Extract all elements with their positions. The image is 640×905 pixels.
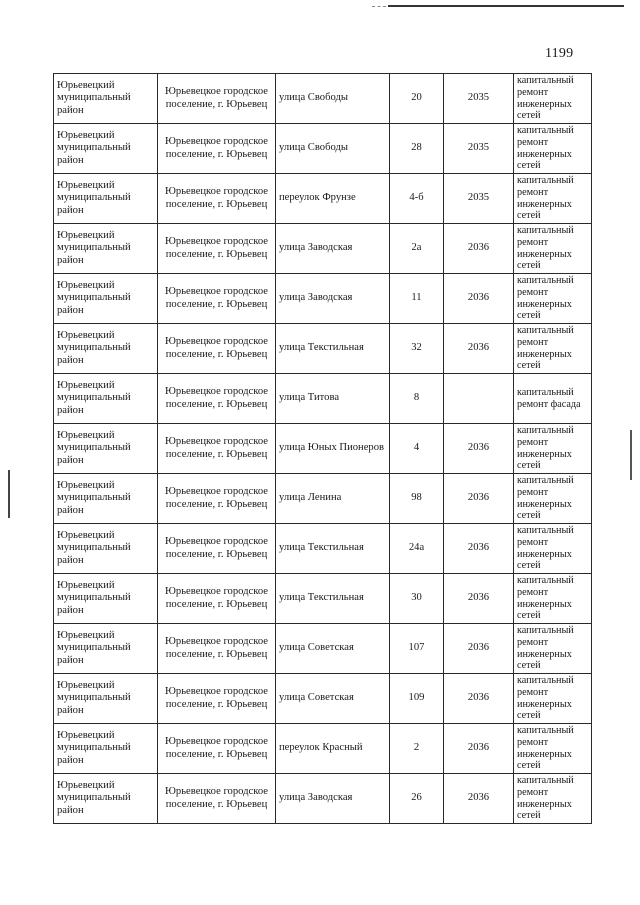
house-number-cell: 11: [390, 274, 444, 324]
settlement-cell: Юрьевецкое городское поселение, г. Юрьевец: [158, 674, 276, 724]
settlement-cell: Юрьевецкое городское поселение, г. Юрьевец: [158, 424, 276, 474]
table-row: [54, 124, 592, 174]
year-cell: 2036: [444, 624, 514, 674]
year-cell: 2036: [444, 274, 514, 324]
settlement-cell: Юрьевецкое городское поселение, г. Юрьевец: [158, 124, 276, 174]
street-cell: улица Свободы: [276, 74, 390, 124]
house-number-cell: 2а: [390, 224, 444, 274]
year-cell: 2036: [444, 324, 514, 374]
street-cell: улица Текстильная: [276, 524, 390, 574]
table-row: [54, 274, 592, 324]
settlement-cell: Юрьевецкое городское поселение, г. Юрьевец: [158, 324, 276, 374]
house-number-cell: 98: [390, 474, 444, 524]
house-number-cell: 28: [390, 124, 444, 174]
year-cell: 2036: [444, 674, 514, 724]
year-cell: 2035: [444, 174, 514, 224]
work-type-cell: капитальный ремонт инженерных сетей: [514, 124, 592, 174]
district-cell: Юрьевецкий муниципальный район: [54, 674, 158, 724]
year-cell: 2036: [444, 774, 514, 824]
street-cell: улица Заводская: [276, 274, 390, 324]
table-row: [54, 724, 592, 774]
street-cell: переулок Фрунзе: [276, 174, 390, 224]
work-type-cell: капитальный ремонт инженерных сетей: [514, 274, 592, 324]
street-cell: улица Текстильная: [276, 324, 390, 374]
district-cell: Юрьевецкий муниципальный район: [54, 374, 158, 424]
table-row: [54, 74, 592, 124]
work-type-cell: капитальный ремонт инженерных сетей: [514, 224, 592, 274]
district-cell: Юрьевецкий муниципальный район: [54, 724, 158, 774]
repair-schedule-table: [53, 73, 592, 824]
settlement-cell: Юрьевецкое городское поселение, г. Юрьевец: [158, 174, 276, 224]
table-row: [54, 674, 592, 724]
header-rule: [388, 5, 624, 7]
settlement-cell: Юрьевецкое городское поселение, г. Юрьевец: [158, 574, 276, 624]
work-type-cell: капитальный ремонт инженерных сетей: [514, 174, 592, 224]
table-row: [54, 524, 592, 574]
house-number-cell: 32: [390, 324, 444, 374]
house-number-cell: 107: [390, 624, 444, 674]
page-number: 1199: [545, 46, 574, 61]
settlement-cell: Юрьевецкое городское поселение, г. Юрьевец: [158, 524, 276, 574]
table-row: [54, 574, 592, 624]
table-row: [54, 324, 592, 374]
district-cell: Юрьевецкий муниципальный район: [54, 324, 158, 374]
street-cell: улица Заводская: [276, 224, 390, 274]
work-type-cell: капитальный ремонт инженерных сетей: [514, 74, 592, 124]
house-number-cell: 4-б: [390, 174, 444, 224]
district-cell: Юрьевецкий муниципальный район: [54, 174, 158, 224]
street-cell: переулок Красный: [276, 724, 390, 774]
district-cell: Юрьевецкий муниципальный район: [54, 274, 158, 324]
year-cell: 2036: [444, 474, 514, 524]
year-cell: 2035: [444, 124, 514, 174]
settlement-cell: Юрьевецкое городское поселение, г. Юрьевец: [158, 224, 276, 274]
house-number-cell: 8: [390, 374, 444, 424]
district-cell: Юрьевецкий муниципальный район: [54, 424, 158, 474]
table-row: [54, 374, 592, 424]
street-cell: улица Юных Пионеров: [276, 424, 390, 474]
district-cell: Юрьевецкий муниципальный район: [54, 224, 158, 274]
district-cell: Юрьевецкий муниципальный район: [54, 774, 158, 824]
district-cell: Юрьевецкий муниципальный район: [54, 574, 158, 624]
house-number-cell: 109: [390, 674, 444, 724]
house-number-cell: 2: [390, 724, 444, 774]
settlement-cell: Юрьевецкое городское поселение, г. Юрьевец: [158, 474, 276, 524]
settlement-cell: Юрьевецкое городское поселение, г. Юрьевец: [158, 74, 276, 124]
house-number-cell: 24а: [390, 524, 444, 574]
work-type-cell: капитальный ремонт инженерных сетей: [514, 724, 592, 774]
table-row: [54, 474, 592, 524]
work-type-cell: капитальный ремонт инженерных сетей: [514, 474, 592, 524]
year-cell: [444, 374, 514, 424]
right-margin-mark: [630, 430, 632, 480]
street-cell: улица Титова: [276, 374, 390, 424]
street-cell: улица Текстильная: [276, 574, 390, 624]
work-type-cell: капитальный ремонт инженерных сетей: [514, 324, 592, 374]
year-cell: 2036: [444, 424, 514, 474]
year-cell: 2036: [444, 524, 514, 574]
settlement-cell: Юрьевецкое городское поселение, г. Юрьевец: [158, 724, 276, 774]
street-cell: улица Заводская: [276, 774, 390, 824]
settlement-cell: Юрьевецкое городское поселение, г. Юрьевец: [158, 374, 276, 424]
house-number-cell: 20: [390, 74, 444, 124]
work-type-cell: капитальный ремонт инженерных сетей: [514, 524, 592, 574]
settlement-cell: Юрьевецкое городское поселение, г. Юрьевец: [158, 274, 276, 324]
year-cell: 2036: [444, 224, 514, 274]
street-cell: улица Советская: [276, 624, 390, 674]
year-cell: 2036: [444, 724, 514, 774]
left-margin-mark: [8, 470, 10, 518]
scan-dash-mark: [372, 6, 386, 8]
work-type-cell: капитальный ремонт фасада: [514, 374, 592, 424]
year-cell: 2036: [444, 574, 514, 624]
district-cell: Юрьевецкий муниципальный район: [54, 74, 158, 124]
table-row: [54, 424, 592, 474]
street-cell: улица Ленина: [276, 474, 390, 524]
district-cell: Юрьевецкий муниципальный район: [54, 124, 158, 174]
table-body: [54, 74, 592, 824]
district-cell: Юрьевецкий муниципальный район: [54, 524, 158, 574]
work-type-cell: капитальный ремонт инженерных сетей: [514, 574, 592, 624]
table-row: [54, 224, 592, 274]
work-type-cell: капитальный ремонт инженерных сетей: [514, 624, 592, 674]
settlement-cell: Юрьевецкое городское поселение, г. Юрьевец: [158, 774, 276, 824]
table-row: [54, 624, 592, 674]
street-cell: улица Советская: [276, 674, 390, 724]
house-number-cell: 26: [390, 774, 444, 824]
work-type-cell: капитальный ремонт инженерных сетей: [514, 774, 592, 824]
year-cell: 2035: [444, 74, 514, 124]
house-number-cell: 30: [390, 574, 444, 624]
street-cell: улица Свободы: [276, 124, 390, 174]
house-number-cell: 4: [390, 424, 444, 474]
work-type-cell: капитальный ремонт инженерных сетей: [514, 674, 592, 724]
table-row: [54, 174, 592, 224]
district-cell: Юрьевецкий муниципальный район: [54, 474, 158, 524]
settlement-cell: Юрьевецкое городское поселение, г. Юрьевец: [158, 624, 276, 674]
work-type-cell: капитальный ремонт инженерных сетей: [514, 424, 592, 474]
district-cell: Юрьевецкий муниципальный район: [54, 624, 158, 674]
table-row: [54, 774, 592, 824]
